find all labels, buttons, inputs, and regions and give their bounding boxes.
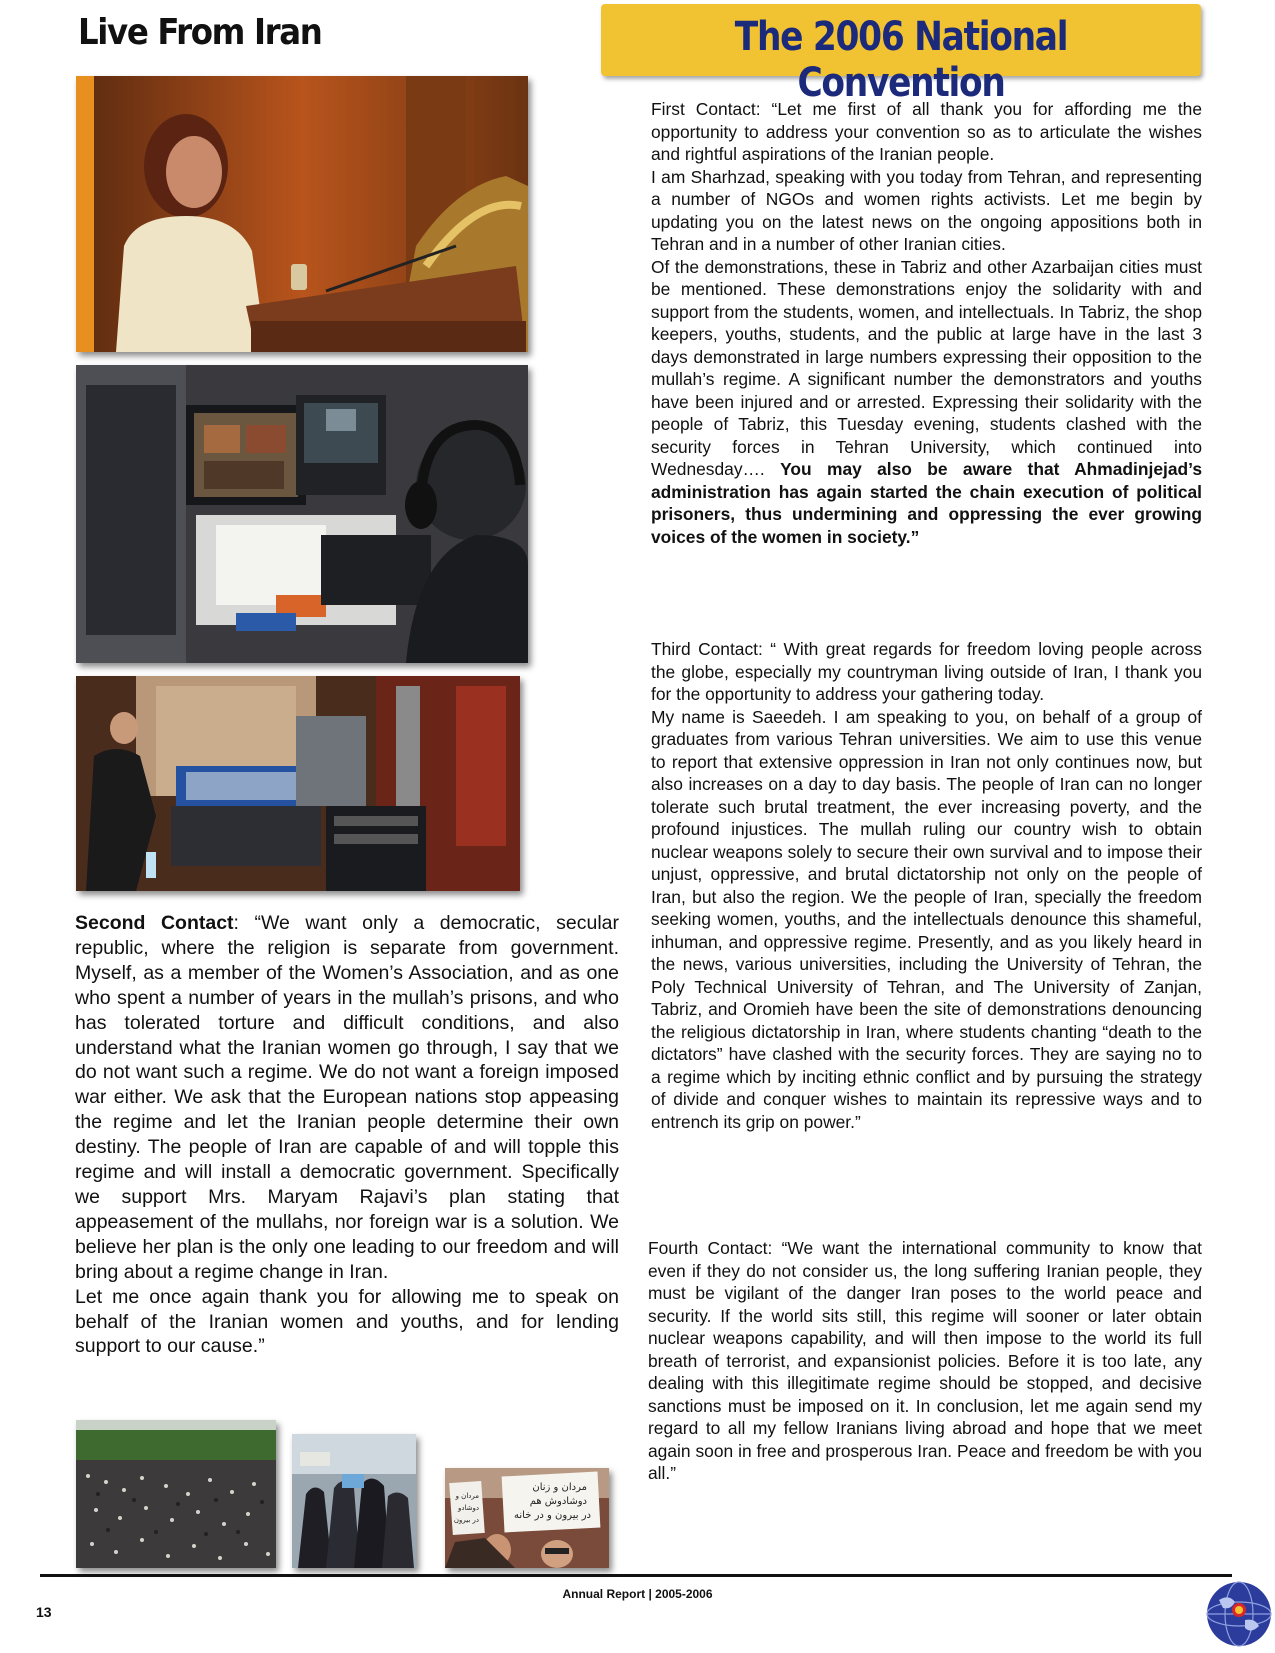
first-contact-plain: Of the demonstrations, these in Tabriz and other Azarbaijan cities must be mentioned. These demonstrations enjoy the solidarity with and support from the students, women, and intellectuals. In Tabriz, the shop keepers, youths, students, and the public at large have in the last 3 days demonstrated in large numbers expressing their opposition to the mullah’s regime. A significant number the demonstrators and youths have been injured and or arrested. Expressing their solidarity with the people of Tabriz, this Tuesday evening, students clashed with the security forces in Tehran University, which continued into Wednesday….: [651, 256, 1202, 479]
photo-protest-signs: [445, 1468, 609, 1568]
photo-women-march: [292, 1434, 416, 1568]
second-contact-closing: Let me once again thank you for allowing me to speak on behalf of the Iranian women and youths, and for lending support to our cause.”: [75, 1285, 619, 1358]
banner-title: The 2006 National Convention: [734, 14, 1068, 106]
second-contact-body: : “We want only a democratic, secular republic, where the religion is separate from government. Myself, as a member of the Women’s Association, and as one who spent a number of years in the mullah’s prisons, and who has tolerated torture and difficult conditions, and also understand what the Iranian women go through, I say that we do not want such a regime. We do not want a foreign imposed war either. We ask that the European nations stop appeasing the regime and let the Iranian people determine their own destiny. The people of Iran are capable of and will topple this regime and will install a democratic government. Specifically we support Mrs. Maryam Rajavi’s plan stating that appeasement of the mullahs, nor foreign war is a solution. We believe her plan is the only one leading to our freedom and will bring about a regime change in Iran.: [75, 912, 619, 1283]
photo-broadcast-control: [76, 365, 528, 663]
first-contact-paragraph: I am Sharhzad, speaking with you today from Tehran, and representing a number of NGOs and women rights activists. Let me begin by updating you on the latest news on the ongoing appositions both in Tehran and in a number of other Iranian cities.: [651, 166, 1202, 254]
section-title: Live From Iran: [78, 12, 322, 53]
third-contact-paragraph: Third Contact: “ With great regards for freedom loving people across the globe, especially my countryman living outside of Iran, I thank you for the opportunity to address your gathering today.: [651, 639, 1202, 704]
photo-crowd-street: [76, 1420, 276, 1568]
sign-main-line-2: دوشادوش هم: [529, 1496, 587, 1507]
first-contact-paragraph: First Contact: “Let me first of all thank you for affording me the opportunity to address your convention so as to articulate the wishes and rightful aspirations of the Iranian people.: [651, 99, 1202, 164]
globe-logo-icon: [1205, 1580, 1273, 1648]
sign-side-line-3: در بیرون: [453, 1516, 479, 1524]
second-contact-column: [75, 911, 619, 1359]
footer-report-label: Annual Report | 2005-2006: [562, 1587, 713, 1601]
sign-side-line-1: مردان و: [455, 1492, 479, 1500]
second-contact-paragraph: [75, 911, 619, 1285]
second-contact-label: Second Contact: [75, 912, 234, 934]
first-contact-paragraph: [651, 256, 1202, 549]
title-banner: [601, 4, 1201, 106]
footer-rule: [40, 1574, 1232, 1577]
page-number: 13: [36, 1604, 52, 1620]
right-text-column: [651, 98, 1202, 548]
third-contact-paragraph: My name is Saeedeh. I am speaking to you, on behalf of a group of graduates from various Tehran universities. We aim to use this venue to report that extensive oppression in Iran not only continues now, but also increases on a day to day basis. The people of Iran can no longer tolerate such brutal treatment, the ever increasing poverty, and the profound injustices. The mullah ruling our country wish to obtain nuclear weapons solely to secure their own survival and to impose their unjust, oppressive, and brutal dictatorship not only on the people of Iran, but also the region. We the people of Iran, specially the freedom seeking women, youths, and the intellectuals denounce this shameful, inhuman, and oppressive regime. Presently, and as you likely heard in the news, various universities, including the University of Tehran, the Poly Technical University of Tehran, and The University of Zanjan, Tabriz, and Oromieh have been the site of demonstrations denouncing the religious dictatorship in Iran, where students chanting “death to the dictators” have clashed with the security forces. They are saying no to a regime which by inciting ethnic conflict and by pursuing the strategy of divide and conquer wishes to maintain its repressive ways and to entrench its grip on power.”: [651, 706, 1202, 1132]
photo-speaker-podium: [76, 76, 528, 352]
photo-technician-equipment: [76, 676, 520, 891]
fourth-contact-paragraph: Fourth Contact: “We want the international community to know that even if they do not consider us, the long suffering Iranian people, they must be vigilant of the danger Iran poses to the world peace and security. If the world sits still, this regime will sooner or later obtain nuclear weapons capability, and will then impose to the world its full breath of terrorist, and expansionist policies. Before it is too late, any dealing with this illegitimate regime should be stopped, and decisive sanctions must be imposed on it. In conclusion, let me again send my regard to all my fellow Iranians living abroad and hope that we meet again soon in free and prosperous Iran. Peace and freedom be with you all.”: [648, 1238, 1202, 1483]
sign-main-line-3: در بیرون و در خانه: [514, 1510, 591, 1521]
third-contact-column: [651, 638, 1202, 1133]
sign-side-line-2: دوشادو: [458, 1504, 479, 1512]
fourth-contact-column: [648, 1237, 1202, 1485]
first-contact-bold: You may also be aware that Ahmadinjejad’s administration has again started the chain execution of political prisoners, thus undermining and oppressing the ever growing voices of the women in society.”: [651, 459, 1202, 547]
sign-main-line-1: مردان و زنان: [532, 1482, 587, 1493]
